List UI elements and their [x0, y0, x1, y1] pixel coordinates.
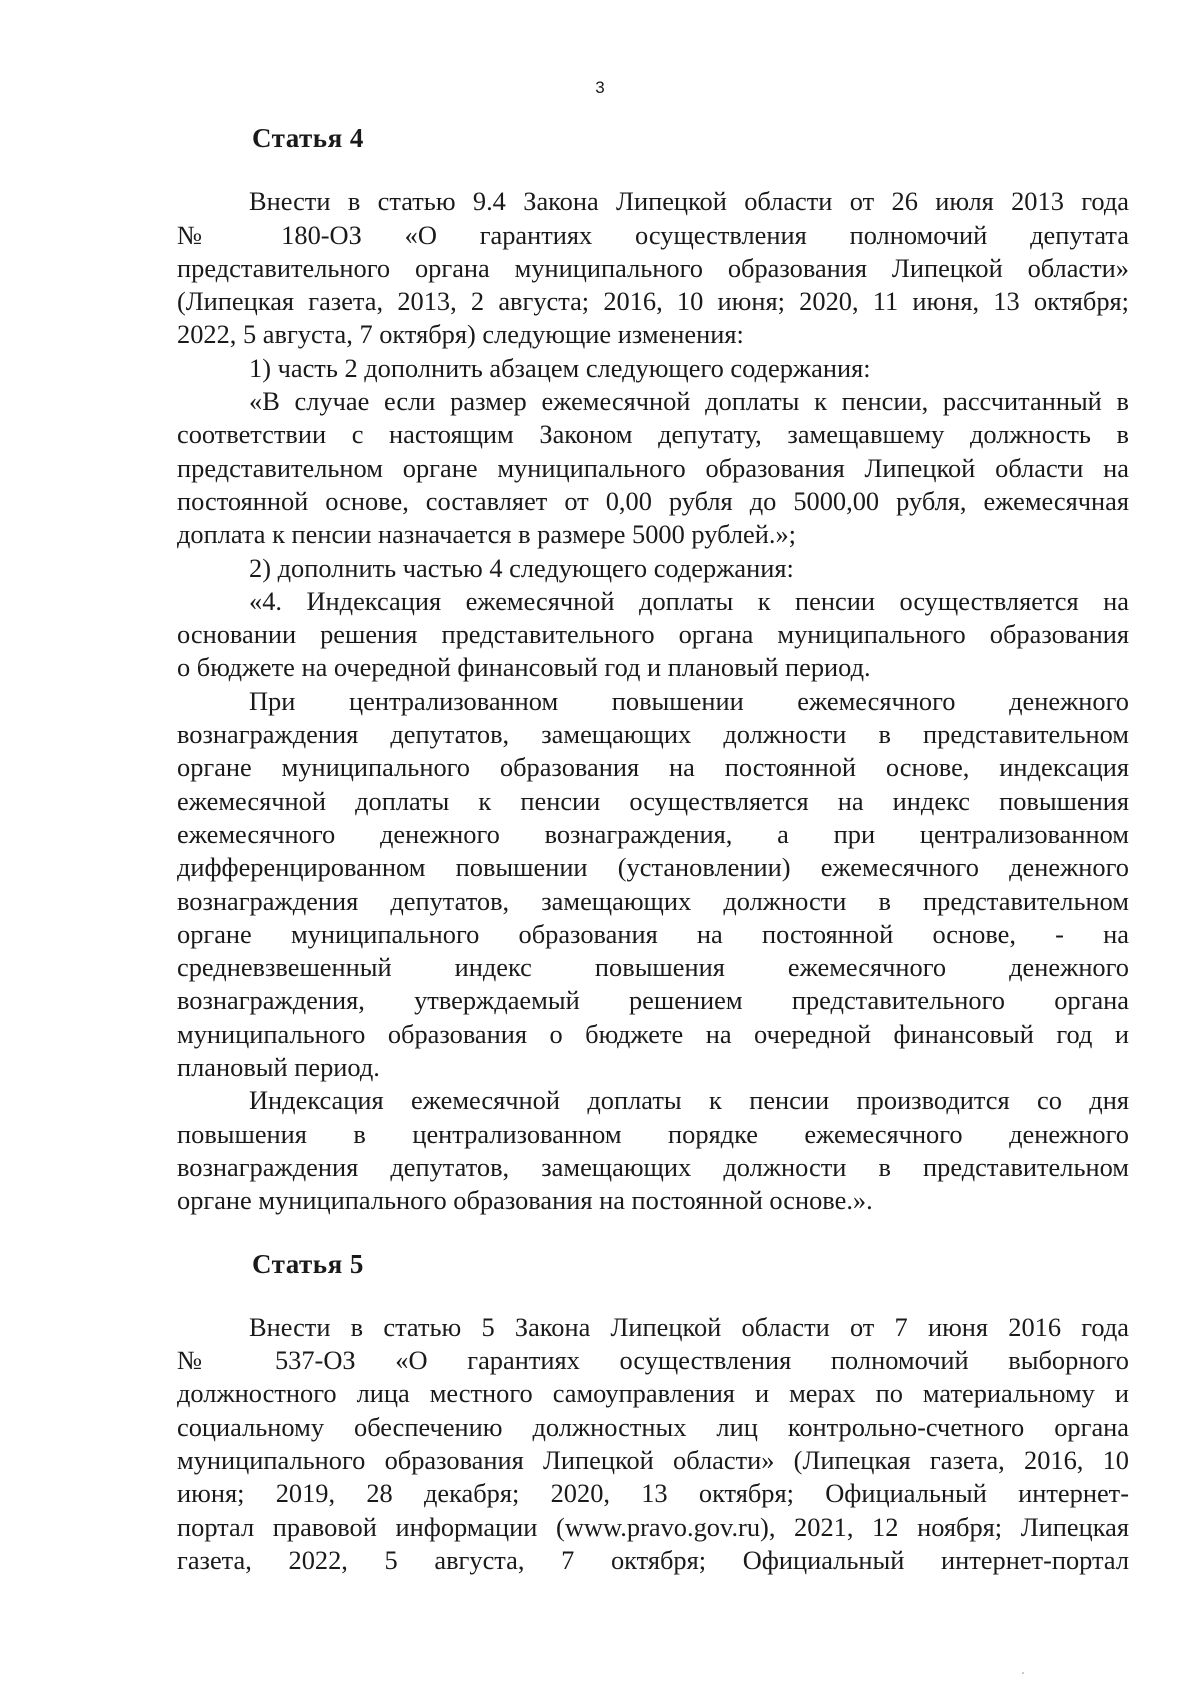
article-4-intro: [177, 185, 1129, 351]
text-line: должностного лица местного самоуправления и мерах по материальному и: [177, 1378, 1129, 1409]
text-line: о бюджете на очередной финансовый год и плановый период.: [177, 652, 871, 683]
scan-artifact: [1022, 1672, 1024, 1674]
text-line: соответствии с настоящим Законом депутату, замещавшему должность в: [177, 419, 1129, 450]
article-4-heading: Статья 4: [252, 123, 364, 153]
list-item-2: 2) дополнить частью 4 следующего содержания:: [249, 552, 794, 583]
text-line: ежемесячной доплаты к пенсии осуществляется на индекс повышения: [177, 785, 1129, 816]
text-line: представительного органа муниципального образования Липецкой области»: [177, 252, 1129, 283]
text-line: При централизованном повышении ежемесячного денежного: [249, 685, 1129, 716]
text-line: портал правовой информации (www.pravo.gov.ru), 2021, 12 ноября; Липецкая: [177, 1511, 1129, 1542]
text-line: повышения в централизованном порядке ежемесячного денежного: [177, 1118, 1129, 1149]
text-line: муниципального образования Липецкой области» (Липецкая газета, 2016, 10: [177, 1444, 1129, 1475]
document-body: [177, 122, 1129, 1577]
text-line: Внести в статью 9.4 Закона Липецкой области от 26 июля 2013 года: [249, 186, 1129, 217]
text-line: 2022, 5 августа, 7 октября) следующие изменения:: [177, 319, 744, 350]
text-line: представительном органе муниципального образования Липецкой области на: [177, 452, 1129, 483]
paragraph-indexation-date: [177, 1084, 1129, 1217]
text-line: постоянной основе, составляет от 0,00 рубля до 5000,00 рубля, ежемесячная: [177, 485, 1129, 516]
text-line: «4. Индексация ежемесячной доплаты к пенсии осуществляется на: [249, 585, 1129, 616]
text-line: Индексация ежемесячной доплаты к пенсии производится со дня: [249, 1085, 1129, 1116]
list-item-1: 1) часть 2 дополнить абзацем следующего содержания:: [249, 352, 871, 383]
text-line: ежемесячного денежного вознаграждения, а при централизованном: [177, 818, 1129, 849]
text-line: вознаграждения, утверждаемый решением представительного органа: [177, 985, 1129, 1016]
text-line: доплата к пенсии назначается в размере 5000 рублей.»;: [177, 519, 797, 550]
article-5-heading: Статья 5: [252, 1248, 364, 1279]
article-5-intro: [177, 1311, 1129, 1577]
text-line: газета, 2022, 5 августа, 7 октября; Официальный интернет-портал: [177, 1544, 1129, 1575]
text-line: плановый период.: [177, 1052, 380, 1083]
text-line: муниципального образования о бюджете на очередной финансовый год и: [177, 1018, 1129, 1049]
text-line: Внести в статью 5 Закона Липецкой области от 7 июня 2016 года: [249, 1311, 1129, 1342]
text-line: органе муниципального образования на постоянной основе, - на: [177, 918, 1129, 949]
quote-2: [177, 585, 1129, 685]
paragraph-centralized-increase: [177, 685, 1129, 1085]
text-line: № 537-ОЗ «О гарантиях осуществления полномочий выборного: [177, 1345, 1129, 1376]
text-line: вознаграждения депутатов, замещающих должности в представительном: [177, 885, 1129, 916]
text-line: № 180-ОЗ «О гарантиях осуществления полномочий депутата: [177, 219, 1129, 250]
text-line: органе муниципального образования на постоянной основе.».: [177, 1185, 873, 1216]
text-line: социальному обеспечению должностных лиц контрольно-счетного органа: [177, 1411, 1129, 1442]
text-line: средневзвешенный индекс повышения ежемесячного денежного: [177, 952, 1129, 983]
text-line: «В случае если размер ежемесячной доплаты к пенсии, рассчитанный в: [249, 386, 1129, 417]
text-line: органе муниципального образования на постоянной основе, индексация: [177, 752, 1129, 783]
text-line: дифференцированном повышении (установлении) ежемесячного денежного: [177, 852, 1129, 883]
text-line: основании решения представительного органа муниципального образования: [177, 619, 1129, 650]
page-number: 3: [595, 78, 605, 97]
quote-1: [177, 385, 1129, 551]
text-line: (Липецкая газета, 2013, 2 августа; 2016, 10 июня; 2020, 11 июня, 13 октября;: [177, 286, 1129, 317]
text-line: июня; 2019, 28 декабря; 2020, 13 октября; Официальный интернет-: [177, 1478, 1129, 1509]
text-line: вознаграждения депутатов, замещающих должности в представительном: [177, 719, 1129, 750]
text-line: вознаграждения депутатов, замещающих должности в представительном: [177, 1151, 1129, 1182]
